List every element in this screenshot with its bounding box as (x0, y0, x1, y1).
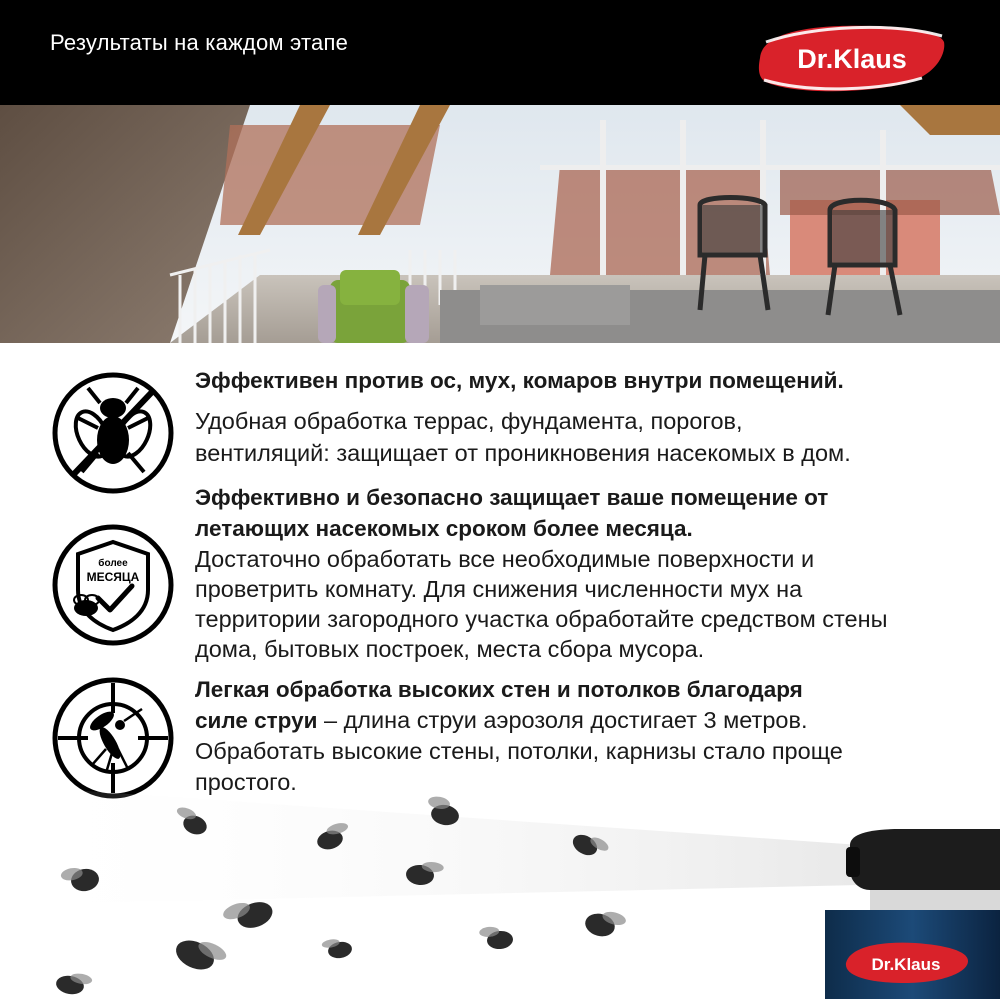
shield-check-icon (48, 520, 178, 650)
feature-1 (195, 366, 985, 469)
header-bar (0, 0, 1000, 105)
feature-2-headline: Эффективно и безопасно защищает ваше помещение от летающих насекомых сроком более месяца. (195, 485, 829, 541)
crossed-fly-icon (48, 368, 178, 498)
svg-text:МЕСЯЦА: МЕСЯЦА (86, 570, 140, 584)
attic-room-photo (0, 105, 1000, 343)
svg-text:более: более (98, 558, 128, 569)
feature-1-body: Удобная обработка террас, фундамента, порогов, вентиляций: защищает от проникновения насекомых в дом. (195, 408, 851, 466)
feature-3-headline-line2: силе струи – длина струи аэрозоля достигает 3 метров. (195, 707, 808, 733)
feature-3 (195, 674, 985, 798)
feature-2 (195, 482, 985, 664)
feature-2-body: Достаточно обработать все необходимые поверхности и проветрить комнату. Для снижения численности мух на территории загородного участка обработайте средством стены дома, бытовых построек, места сбора мусора. (195, 546, 888, 662)
feature-1-headline: Эффективен против ос, мух, комаров внутри помещений. (195, 368, 844, 393)
page-title: Результаты на каждом этапе (50, 30, 348, 55)
feature-3-body: Обработать высокие стены, потолки, карнизы стало проще простого. (195, 738, 843, 795)
brand-logo (752, 18, 948, 98)
can-logo-text: Dr.Klaus (871, 955, 941, 974)
aerosol-can (825, 829, 1000, 999)
mosquito-target-icon (48, 673, 178, 803)
feature-3-headline: Легкая обработка высоких стен и потолков благодаря (195, 677, 803, 702)
brand-logo-text: Dr.Klaus (797, 44, 907, 74)
flies-and-aerosol-scene (0, 785, 1000, 999)
